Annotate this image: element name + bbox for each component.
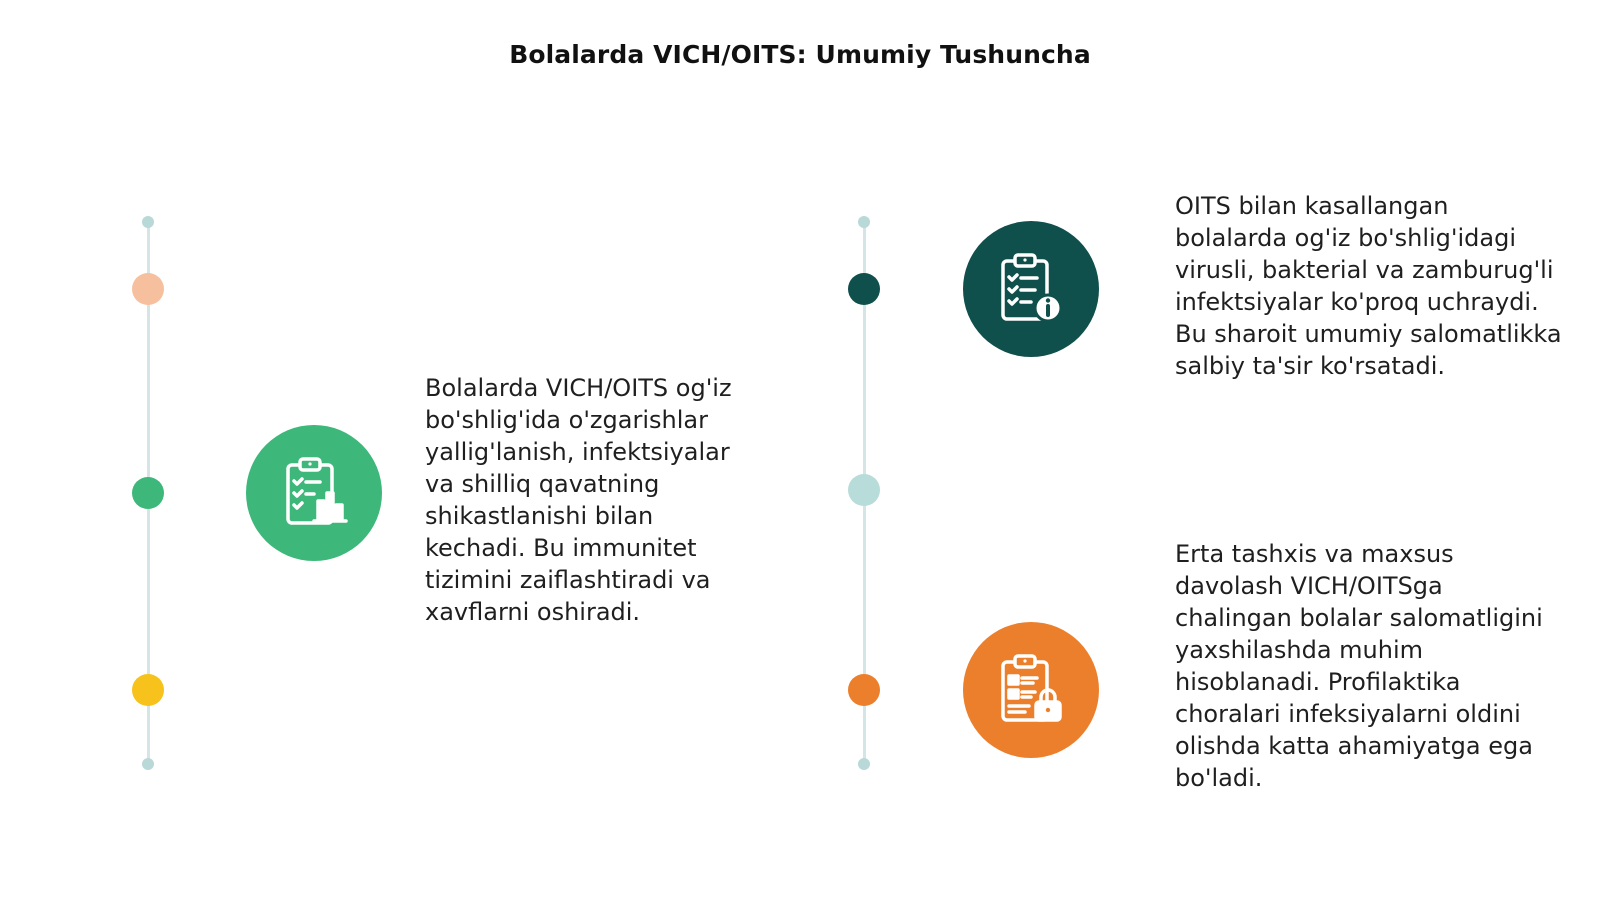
- clipboard-info-icon: [963, 221, 1099, 357]
- timeline-end-dot: [142, 216, 154, 228]
- item-text-1: Bolalarda VICH/OITS og'iz bo'shlig'ida o'zgarishlar yallig'lanish, infektsiyalar va shilliq qavatning shikastlanishi bilan kechadi. Bu immunitet tizimini zaiflashtiradi va xavflarni oshiradi.: [425, 374, 732, 626]
- item-text-2: OITS bilan kasallangan bolalarda og'iz bo'shlig'idagi virusli, bakterial va zamburug'li infektsiyalar ko'proq uchraydi. Bu sharoit umumiy salomatlikka salbiy ta'sir ko'rsatadi.: [1175, 192, 1562, 380]
- timeline-marker-dark-teal: [848, 273, 880, 305]
- timeline-marker-green: [132, 477, 164, 509]
- timeline-marker-yellow: [132, 674, 164, 706]
- timeline-marker-peach: [132, 273, 164, 305]
- timeline-end-dot: [142, 758, 154, 770]
- clipboard-lock-icon: [963, 622, 1099, 758]
- page-title: Bolalarda VICH/OITS: Umumiy Tushuncha: [509, 40, 1091, 69]
- timeline-marker-light-teal: [848, 474, 880, 506]
- timeline-end-dot: [858, 758, 870, 770]
- timeline-marker-orange: [848, 674, 880, 706]
- item-text-3: Erta tashxis va maxsus davolash VICH/OITSga chalingan bolalar salomatligini yaxshilashda muhim hisoblanadi. Profilaktika choralari infeksiyalarni oldini olishda katta ahamiyatga ega bo'ladi.: [1175, 540, 1543, 792]
- clipboard-chart-icon: [246, 425, 382, 561]
- timeline-end-dot: [858, 216, 870, 228]
